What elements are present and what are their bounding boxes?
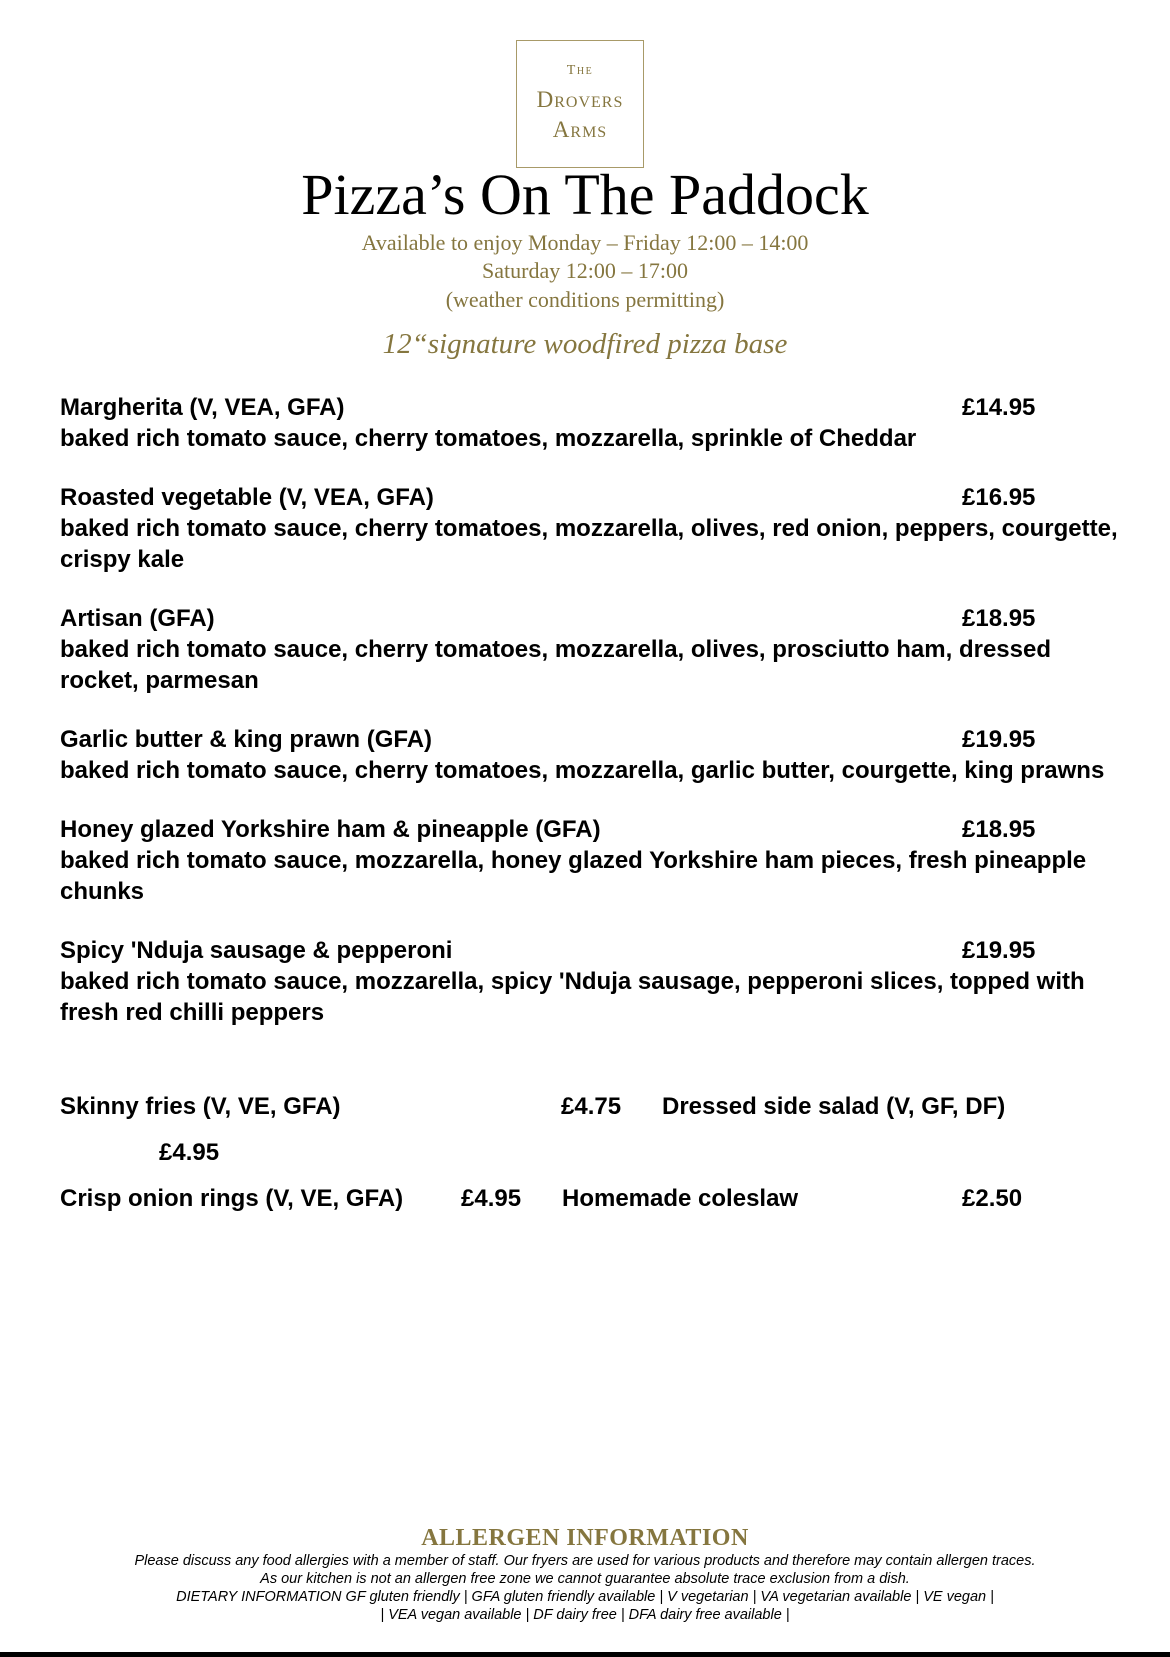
menu-item-name: Spicy 'Nduja sausage & pepperoni	[60, 937, 453, 964]
allergen-line-3: DIETARY INFORMATION GF gluten friendly | GFA gluten friendly available | V vegetarian | VA vegetarian available | VE vegan |	[176, 1589, 994, 1605]
menu-item-price: £19.95	[962, 726, 1036, 753]
menu-item	[60, 482, 1120, 575]
logo-line-drovers: Drovers	[536, 87, 624, 112]
menu-title: Pizza’s On The Paddock	[301, 162, 869, 227]
pizza-base-note: 12“signature woodfired pizza base	[382, 328, 788, 360]
menu-item-name: Margherita (V, VEA, GFA)	[60, 394, 345, 421]
side-onion-rings-name: Crisp onion rings (V, VE, GFA)	[60, 1185, 404, 1212]
allergen-line-2: As our kitchen is not an allergen free zone we cannot guarantee absolute trace exclusion from a dish.	[260, 1571, 910, 1587]
menu-item	[60, 603, 1120, 696]
pizza-menu-list	[60, 392, 1120, 1056]
availability-weather-note: (weather conditions permitting)	[445, 287, 725, 312]
logo-line-the: The	[566, 63, 594, 78]
availability-saturday: Saturday 12:00 – 17:00	[482, 258, 688, 283]
menu-item-description: baked rich tomato sauce, cherry tomatoes, mozzarella, olives, red onion, peppers, courgette, crispy kale	[60, 515, 1118, 573]
menu-item-name: Artisan (GFA)	[60, 605, 215, 632]
side-fries-name: Skinny fries (V, VE, GFA)	[60, 1093, 341, 1120]
menu-item-price: £19.95	[962, 937, 1036, 964]
menu-item-description: baked rich tomato sauce, mozzarella, honey glazed Yorkshire ham pieces, fresh pineapple chunks	[60, 847, 1087, 905]
allergen-title: ALLERGEN INFORMATION	[421, 1525, 749, 1551]
menu-item	[60, 724, 1120, 786]
menu-item-name: Garlic butter & king prawn (GFA)	[60, 726, 433, 753]
menu-item-name: Honey glazed Yorkshire ham & pineapple (GFA)	[60, 816, 601, 843]
drovers-arms-logo	[516, 40, 644, 168]
availability-weekdays: Available to enjoy Monday – Friday 12:00 – 14:00	[361, 230, 809, 255]
menu-item-price: £18.95	[962, 605, 1036, 632]
side-fries-price: £4.75	[561, 1093, 622, 1120]
side-coleslaw-price: £2.50	[962, 1185, 1023, 1212]
menu-item-name: Roasted vegetable (V, VEA, GFA)	[60, 484, 434, 511]
menu-item-price: £18.95	[962, 816, 1036, 843]
menu-item-description: baked rich tomato sauce, cherry tomatoes, mozzarella, olives, prosciutto ham, dressed rocket, parmesan	[60, 636, 1051, 694]
side-coleslaw-name: Homemade coleslaw	[562, 1185, 799, 1212]
menu-item	[60, 935, 1120, 1028]
menu-item	[60, 814, 1120, 907]
allergen-line-1: Please discuss any food allergies with a member of staff. Our fryers are used for various products and therefore may contain allergen traces.	[134, 1553, 1036, 1569]
side-salad-name: Dressed side salad (V, GF, DF)	[662, 1093, 1006, 1120]
menu-item-description: baked rich tomato sauce, mozzarella, spicy 'Nduja sausage, pepperoni slices, topped with fresh red chilli peppers	[60, 968, 1085, 1026]
logo-line-arms: Arms	[552, 117, 608, 142]
menu-item-description: baked rich tomato sauce, cherry tomatoes, mozzarella, garlic butter, courgette, king prawns	[60, 757, 1105, 784]
menu-item-price: £14.95	[962, 394, 1036, 421]
menu-item-description: baked rich tomato sauce, cherry tomatoes, mozzarella, sprinkle of Cheddar	[60, 425, 917, 452]
page-bottom-border	[0, 1652, 1170, 1657]
allergen-line-4: | VEA vegan available | DF dairy free | DFA dairy free available |	[380, 1607, 790, 1623]
side-salad-price: £4.95	[159, 1139, 220, 1166]
menu-item	[60, 392, 1120, 454]
side-onion-rings-price: £4.95	[461, 1185, 522, 1212]
menu-item-price: £16.95	[962, 484, 1036, 511]
